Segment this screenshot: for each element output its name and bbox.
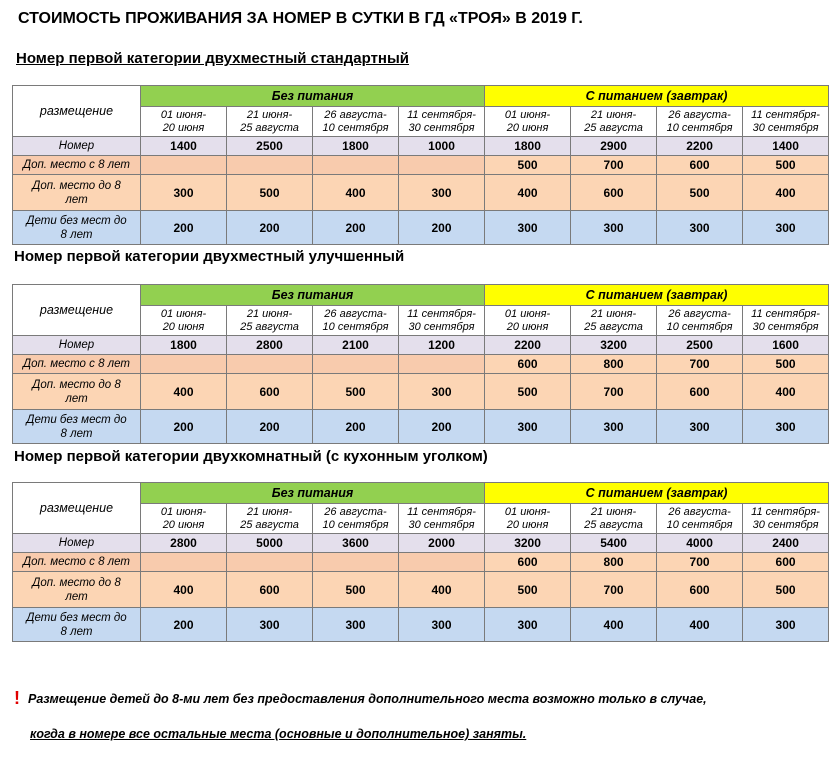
price-cell: 600 [227, 374, 313, 410]
price-cell: 400 [313, 175, 399, 211]
price-cell: 300 [571, 410, 657, 444]
date-range-header: 21 июня- 25 августа [571, 107, 657, 137]
date-range-header: 26 августа- 10 сентября [313, 107, 399, 137]
price-cell: 300 [485, 608, 571, 642]
price-cell: 300 [399, 608, 485, 642]
row-label-extra-over8: Доп. место с 8 лет [13, 355, 141, 374]
date-range-header: 26 августа- 10 сентября [657, 306, 743, 336]
placement-header: размещение [13, 483, 141, 534]
price-cell: 500 [743, 355, 829, 374]
price-cell: 600 [227, 572, 313, 608]
price-cell: 500 [313, 572, 399, 608]
price-cell: 300 [657, 211, 743, 245]
price-cell: 300 [485, 211, 571, 245]
price-cell: 600 [571, 175, 657, 211]
row-label-extra-under8: Доп. место до 8 лет [13, 175, 141, 211]
no-meal-header: Без питания [141, 86, 485, 107]
date-range-header: 21 июня- 25 августа [227, 107, 313, 137]
placement-header: размещение [13, 285, 141, 336]
price-cell: 200 [227, 410, 313, 444]
date-range-header: 11 сентября- 30 сентября [743, 107, 829, 137]
price-cell: 700 [657, 355, 743, 374]
row-label-room: Номер [13, 137, 141, 156]
empty-cell [313, 156, 399, 175]
price-cell: 3600 [313, 534, 399, 553]
price-cell: 5400 [571, 534, 657, 553]
price-cell: 500 [313, 374, 399, 410]
section-title-standard: Номер первой категории двухместный стандартный [16, 50, 410, 67]
note-line-2: когда в номере все остальные места (основные и дополнительное) заняты. [30, 727, 527, 741]
price-cell: 5000 [227, 534, 313, 553]
row-label-room: Номер [13, 336, 141, 355]
date-range-header: 21 июня- 25 августа [227, 306, 313, 336]
price-cell: 300 [485, 410, 571, 444]
row-label-extra-under8: Доп. место до 8 лет [13, 572, 141, 608]
date-range-header: 26 августа- 10 сентября [657, 504, 743, 534]
price-table [12, 284, 829, 444]
price-table [12, 85, 829, 245]
price-cell: 2200 [485, 336, 571, 355]
price-cell: 400 [657, 608, 743, 642]
date-range-header: 01 июня- 20 июня [485, 306, 571, 336]
price-cell: 1600 [743, 336, 829, 355]
date-range-header: 26 августа- 10 сентября [313, 504, 399, 534]
empty-cell [141, 355, 227, 374]
row-label-kids: Дети без мест до 8 лет [13, 211, 141, 245]
empty-cell [399, 156, 485, 175]
price-cell: 1400 [141, 137, 227, 156]
section-title-improved: Номер первой категории двухместный улучшенный [14, 248, 405, 265]
price-cell: 1800 [141, 336, 227, 355]
date-range-header: 11 сентября- 30 сентября [399, 107, 485, 137]
date-range-header: 11 сентября- 30 сентября [399, 306, 485, 336]
price-cell: 300 [743, 410, 829, 444]
price-cell: 400 [743, 374, 829, 410]
price-cell: 200 [227, 211, 313, 245]
price-cell: 2200 [657, 137, 743, 156]
price-cell: 200 [399, 211, 485, 245]
price-cell: 300 [743, 608, 829, 642]
price-cell: 1800 [485, 137, 571, 156]
empty-cell [227, 156, 313, 175]
price-cell: 500 [485, 572, 571, 608]
price-cell: 400 [743, 175, 829, 211]
price-cell: 800 [571, 553, 657, 572]
empty-cell [399, 553, 485, 572]
price-cell: 500 [485, 374, 571, 410]
placement-header: размещение [13, 86, 141, 137]
price-cell: 400 [141, 374, 227, 410]
row-label-extra-over8: Доп. место с 8 лет [13, 553, 141, 572]
price-cell: 2400 [743, 534, 829, 553]
row-label-room: Номер [13, 534, 141, 553]
price-cell: 500 [227, 175, 313, 211]
price-cell: 3200 [571, 336, 657, 355]
price-cell: 700 [571, 572, 657, 608]
date-range-header: 01 июня- 20 июня [141, 107, 227, 137]
price-cell: 1800 [313, 137, 399, 156]
date-range-header: 11 сентября- 30 сентября [399, 504, 485, 534]
price-cell: 700 [571, 156, 657, 175]
price-cell: 1000 [399, 137, 485, 156]
price-cell: 600 [657, 572, 743, 608]
note-text-1: Размещение детей до 8-ми лет без предоставления дополнительного места возможно только в случае, [28, 692, 707, 706]
price-cell: 4000 [657, 534, 743, 553]
price-cell: 400 [141, 572, 227, 608]
price-cell: 600 [485, 553, 571, 572]
note-line-1 [14, 688, 707, 709]
price-cell: 700 [657, 553, 743, 572]
price-cell: 500 [485, 156, 571, 175]
price-cell: 700 [571, 374, 657, 410]
with-meal-header: С питанием (завтрак) [485, 483, 829, 504]
price-cell: 500 [657, 175, 743, 211]
row-label-extra-over8: Доп. место с 8 лет [13, 156, 141, 175]
date-range-header: 26 августа- 10 сентября [657, 107, 743, 137]
price-cell: 2500 [227, 137, 313, 156]
with-meal-header: С питанием (завтрак) [485, 285, 829, 306]
date-range-header: 01 июня- 20 июня [485, 504, 571, 534]
price-cell: 200 [141, 608, 227, 642]
empty-cell [399, 355, 485, 374]
price-cell: 2800 [141, 534, 227, 553]
price-cell: 800 [571, 355, 657, 374]
empty-cell [313, 355, 399, 374]
date-range-header: 26 августа- 10 сентября [313, 306, 399, 336]
price-cell: 400 [485, 175, 571, 211]
price-cell: 2100 [313, 336, 399, 355]
empty-cell [227, 355, 313, 374]
price-cell: 600 [743, 553, 829, 572]
price-cell: 200 [313, 410, 399, 444]
date-range-header: 11 сентября- 30 сентября [743, 306, 829, 336]
price-cell: 2900 [571, 137, 657, 156]
empty-cell [227, 553, 313, 572]
price-cell: 300 [313, 608, 399, 642]
date-range-header: 01 июня- 20 июня [141, 306, 227, 336]
price-cell: 200 [399, 410, 485, 444]
price-cell: 500 [743, 572, 829, 608]
price-cell: 300 [571, 211, 657, 245]
price-cell: 400 [399, 572, 485, 608]
price-cell: 200 [141, 211, 227, 245]
price-cell: 600 [485, 355, 571, 374]
date-range-header: 21 июня- 25 августа [227, 504, 313, 534]
exclamation-icon: ! [14, 688, 20, 708]
with-meal-header: С питанием (завтрак) [485, 86, 829, 107]
no-meal-header: Без питания [141, 483, 485, 504]
price-cell: 600 [657, 374, 743, 410]
price-cell: 3200 [485, 534, 571, 553]
price-cell: 600 [657, 156, 743, 175]
section-title-two-room: Номер первой категории двухкомнатный (с кухонным уголком) [14, 448, 488, 465]
price-cell: 2000 [399, 534, 485, 553]
date-range-header: 11 сентября- 30 сентября [743, 504, 829, 534]
price-cell: 2500 [657, 336, 743, 355]
row-label-kids: Дети без мест до 8 лет [13, 410, 141, 444]
price-cell: 300 [743, 211, 829, 245]
price-cell: 300 [141, 175, 227, 211]
price-cell: 1200 [399, 336, 485, 355]
price-table [12, 482, 829, 642]
price-cell: 300 [399, 175, 485, 211]
date-range-header: 21 июня- 25 августа [571, 306, 657, 336]
price-cell: 300 [227, 608, 313, 642]
price-cell: 1400 [743, 137, 829, 156]
empty-cell [141, 156, 227, 175]
price-cell: 200 [313, 211, 399, 245]
empty-cell [313, 553, 399, 572]
date-range-header: 01 июня- 20 июня [141, 504, 227, 534]
price-cell: 500 [743, 156, 829, 175]
empty-cell [141, 553, 227, 572]
price-cell: 300 [399, 374, 485, 410]
no-meal-header: Без питания [141, 285, 485, 306]
price-cell: 400 [571, 608, 657, 642]
date-range-header: 21 июня- 25 августа [571, 504, 657, 534]
price-cell: 300 [657, 410, 743, 444]
row-label-extra-under8: Доп. место до 8 лет [13, 374, 141, 410]
price-cell: 2800 [227, 336, 313, 355]
row-label-kids: Дети без мест до 8 лет [13, 608, 141, 642]
date-range-header: 01 июня- 20 июня [485, 107, 571, 137]
page-title: СТОИМОСТЬ ПРОЖИВАНИЯ ЗА НОМЕР В СУТКИ В ГД «ТРОЯ» В 2019 Г. [18, 10, 583, 27]
price-cell: 200 [141, 410, 227, 444]
